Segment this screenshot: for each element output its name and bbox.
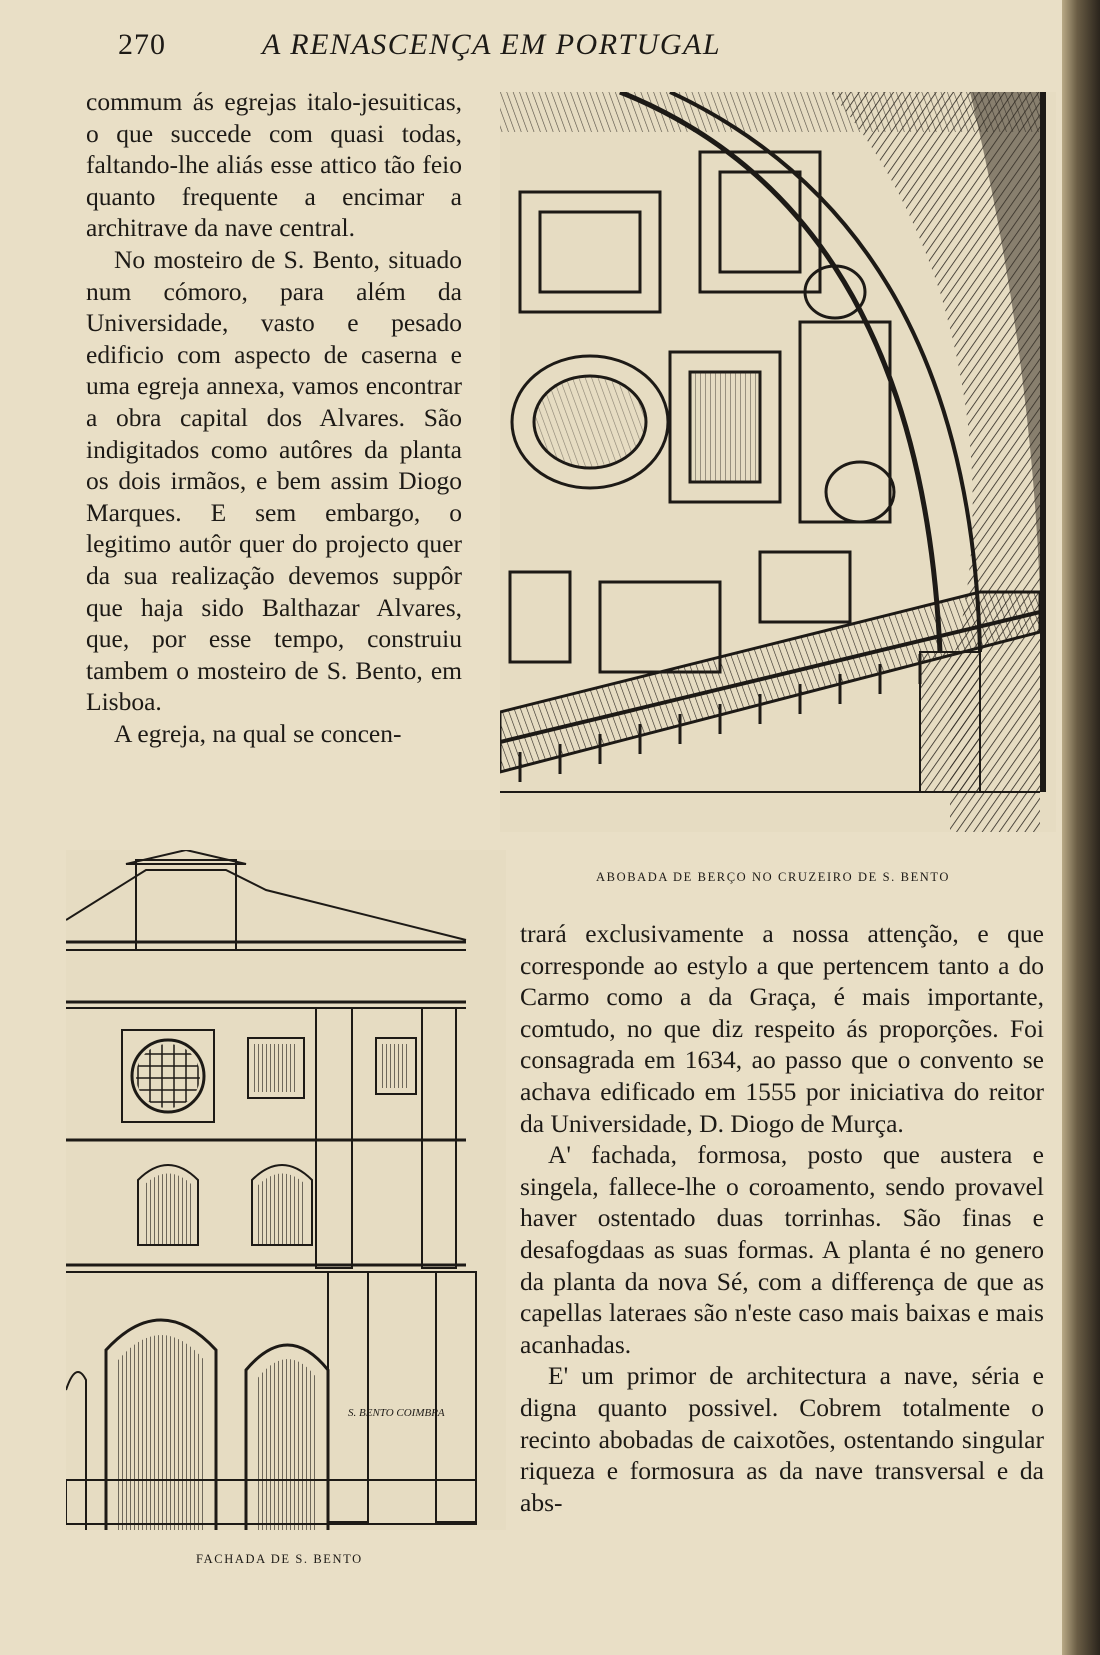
page-number: 270 [118, 28, 166, 61]
left-text-column [86, 86, 462, 749]
facade-illustration [66, 850, 506, 1530]
paragraph: A' fachada, formosa, posto que austera e singela, fallece-lhe o coroamento, sendo provavel haver ostentado duas torrinhas. São finas e desafogdaas as suas formas. A planta é no genero da planta da nova Sé, com a differença de que as capellas lateraes são n'este caso mais baixas e mais acanhadas. [520, 1140, 1044, 1359]
paragraph: A egreja, na qual se concen- [114, 718, 402, 748]
paragraph: commum ás egrejas italo-jesuiticas, o que succede com quasi todas, faltando-lhe aliás esse attico tão feio quanto frequente a encimar a architrave da nave central. [86, 87, 462, 243]
vault-illustration [500, 92, 1056, 832]
facade-caption: FACHADA DE S. BENTO [196, 1552, 363, 1566]
vault-caption: ABOBADA DE BERÇO NO CRUZEIRO DE S. BENTO [596, 870, 951, 884]
running-title: A RENASCENÇA EM PORTUGAL [262, 28, 722, 61]
page-edge [1062, 0, 1100, 1655]
facade-signature: S. BENTO COIMBRA [348, 1407, 445, 1419]
paragraph: trará exclusivamente a nossa attenção, e que corresponde ao estylo a que pertencem tanto a do Carmo como a da Graça, é mais importante, comtudo, no que diz respeito ás proporções. Foi consagrada em 1634, ao passo que o convento se achava edificado em 1555 por iniciativa do reitor da Universidade, D. Diogo de Murça. [520, 919, 1044, 1138]
right-text-column [520, 918, 1044, 1518]
paragraph: No mosteiro de S. Bento, situado num cómoro, para além da Universidade, vasto e pesado edificio com aspecto de caserna e uma egreja annexa, vamos encontrar a obra capital dos Alvares. São indigitados como autôres da planta os dois irmãos, e bem assim Diogo Marques. E sem embargo, o legitimo autôr quer do projecto quer da sua realização devemos suppôr que haja sido Balthazar Alvares, que, por esse tempo, construiu tambem o mosteiro de S. Bento, em Lisboa. [86, 244, 462, 717]
page-header [0, 22, 1062, 72]
paragraph: E' um primor de architectura a nave, séria e digna quanto possivel. Cobrem totalmente o recinto abobadas de caixotões, ostentando singular riqueza e formosura as da nave transversal e da abs- [520, 1361, 1044, 1517]
